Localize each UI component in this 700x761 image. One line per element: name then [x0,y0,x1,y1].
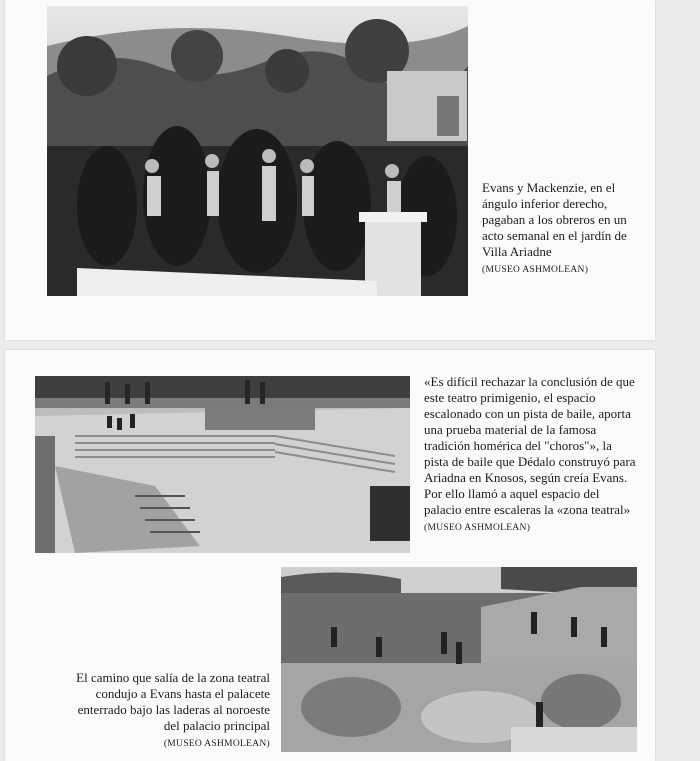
photo-excavation-site [281,567,637,752]
caption-theatral-area [424,374,639,536]
caption-workers-garden [482,180,632,278]
credit-label: (MUSEO ASHMOLEAN) [482,265,589,275]
caption-text: El camino que salía de la zona teatral condujo a Evans hasta el palacete enterrado bajo las laderas al noroeste del palacio principal [76,670,270,733]
photo-theatral-area [35,376,410,553]
page-lower [5,350,655,761]
caption-text: Evans y Mackenzie, en el ángulo inferior derecho, pagaban a los obreros en un acto semanal en el jardín de Villa Ariadne [482,180,627,259]
page-upper [5,0,655,340]
caption-excavation-site [60,670,270,752]
photo-workers-garden [47,6,468,296]
credit-label: (MUSEO ASHMOLEAN) [163,739,270,749]
credit-label: (MUSEO ASHMOLEAN) [424,523,531,533]
caption-text: «Es difícil rechazar la conclusión de que este teatro primigenio, el espacio escalonado con un pista de baile, aporta una prueba material de la famosa tradición homérica del "choros"», la pista de baile que Dédalo construyó para Ariadna en Knosos, según creía Evans. Por ello llamó a aquel espacio del palacio entre escaleras la «zona teatral» [424,374,636,517]
